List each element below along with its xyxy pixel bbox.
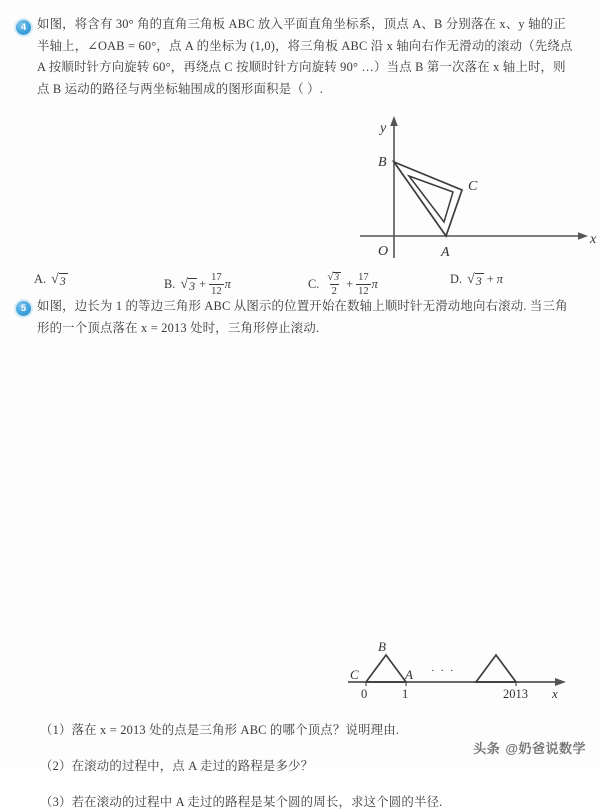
y-axis-arrow (390, 116, 398, 126)
option-a-radicand: 3 (59, 273, 66, 288)
option-d-key: D. (450, 272, 463, 286)
label-vertex-a: A (405, 667, 413, 682)
option-c-fraction-1 (325, 272, 343, 297)
option-d-radical (467, 273, 484, 287)
option-d-plus: + (486, 272, 494, 286)
triangle-start-position (366, 655, 406, 682)
problem-number-badge-5: 5 (16, 301, 31, 316)
label-tick-1: 1 (402, 687, 409, 701)
option-b-radical (180, 278, 197, 292)
label-axis-y: y (380, 121, 387, 136)
problem-4-stem (37, 14, 589, 100)
option-b[interactable] (164, 272, 231, 297)
option-b-fraction (209, 272, 224, 297)
figure-coordinate-plane (352, 110, 600, 262)
option-d-pi: π (496, 272, 503, 286)
option-a-key: A. (34, 272, 47, 286)
radical-sign-icon: √ (180, 276, 189, 292)
radical-sign-icon: √ (51, 271, 59, 287)
label-tick-0: 0 (361, 687, 368, 701)
label-vertex-b: B (378, 155, 387, 170)
option-c-radicand: 3 (334, 273, 340, 283)
option-a[interactable] (34, 272, 68, 287)
option-c-denominator-1: 2 (331, 285, 337, 297)
figure-number-line (300, 638, 600, 708)
option-c-key: C. (308, 277, 320, 291)
problem-4-stem-line-3: A 按顺时针方向旋转 60°，再绕点 C 按顺时针方向旋转 90° …）当点 B 第一次落在 x 轴上时，则 (37, 60, 566, 74)
radical-sign-icon: √ (467, 271, 475, 287)
label-axis-x: x (590, 232, 597, 247)
subquestion-2: （2）在滚动的过程中，点 A 走过的路程是多少？ (40, 759, 314, 773)
problem-4-stem-line-1: 如图，将含有 30° 角的直角三角板 ABC 放入平面直角坐标系，顶点 A、B 分别落在 x、y 轴的正 (37, 17, 566, 31)
label-tick-2013: 2013 (503, 687, 528, 701)
footer-watermark (473, 738, 586, 757)
option-b-plus: + (199, 277, 207, 291)
label-ellipsis: · · · (431, 665, 455, 677)
option-a-radical (51, 273, 68, 287)
label-vertex-c: C (350, 667, 359, 682)
triangle-ruler-outer (394, 162, 462, 236)
problem-4-stem-line-4: 点 B 运动的路径与两坐标轴围成的图形面积是（ ）. (37, 81, 324, 96)
option-c-radical (327, 272, 341, 284)
option-c[interactable] (308, 272, 378, 297)
subquestion-1: （1）落在 x = 2013 处的点是三角形 ABC 的哪个顶点？说明理由. (40, 723, 400, 737)
label-origin: O (378, 244, 389, 259)
radical-sign-icon: √ (327, 271, 334, 283)
label-vertex-b: B (378, 639, 386, 654)
option-b-key: B. (164, 277, 176, 291)
watermark-handle: @奶爸说数学 (505, 741, 586, 756)
option-c-pi: π (371, 277, 378, 291)
option-c-plus: + (346, 277, 354, 291)
label-vertex-a: A (441, 245, 450, 260)
option-d-radicand: 3 (475, 273, 482, 288)
option-c-denominator-2: 12 (358, 285, 369, 297)
option-d[interactable] (450, 272, 503, 287)
watermark-brand: 头条 (473, 741, 501, 756)
option-b-numerator: 17 (211, 272, 222, 283)
number-line-arrow (555, 678, 566, 686)
option-c-numerator-2: 17 (358, 272, 369, 283)
problem-5-stem-line-2: 形的一个顶点落在 x = 2013 处时，三角形停止滚动. (37, 320, 320, 335)
triangle-end-position (476, 655, 516, 682)
problem-4-stem-line-2: 半轴上，∠OAB = 60°，点 A 的坐标为 (1,0)，将三角板 ABC 沿 x 轴向右作无滑动的滚动（先绕点 (37, 38, 573, 53)
option-c-numerator-radical (325, 272, 343, 284)
label-vertex-c: C (468, 179, 478, 194)
option-b-radicand: 3 (189, 278, 196, 293)
problem-5-stem-line-1: 如图，边长为 1 的等边三角形 ABC 从图示的位置开始在数轴上顺时针无滑动地向右滚动. 当三角 (37, 299, 568, 313)
option-b-denominator: 12 (211, 285, 222, 297)
label-axis-x: x (552, 686, 558, 701)
subquestion-3: （3）若在滚动的过程中 A 走过的路程是某个圆的周长，求这个圆的半径. (40, 795, 443, 809)
option-b-pi: π (224, 277, 231, 291)
problem-number-badge-4: 4 (16, 20, 31, 35)
problem-5-stem (37, 296, 589, 339)
x-axis-arrow (578, 232, 588, 240)
option-c-fraction-2 (356, 272, 371, 297)
